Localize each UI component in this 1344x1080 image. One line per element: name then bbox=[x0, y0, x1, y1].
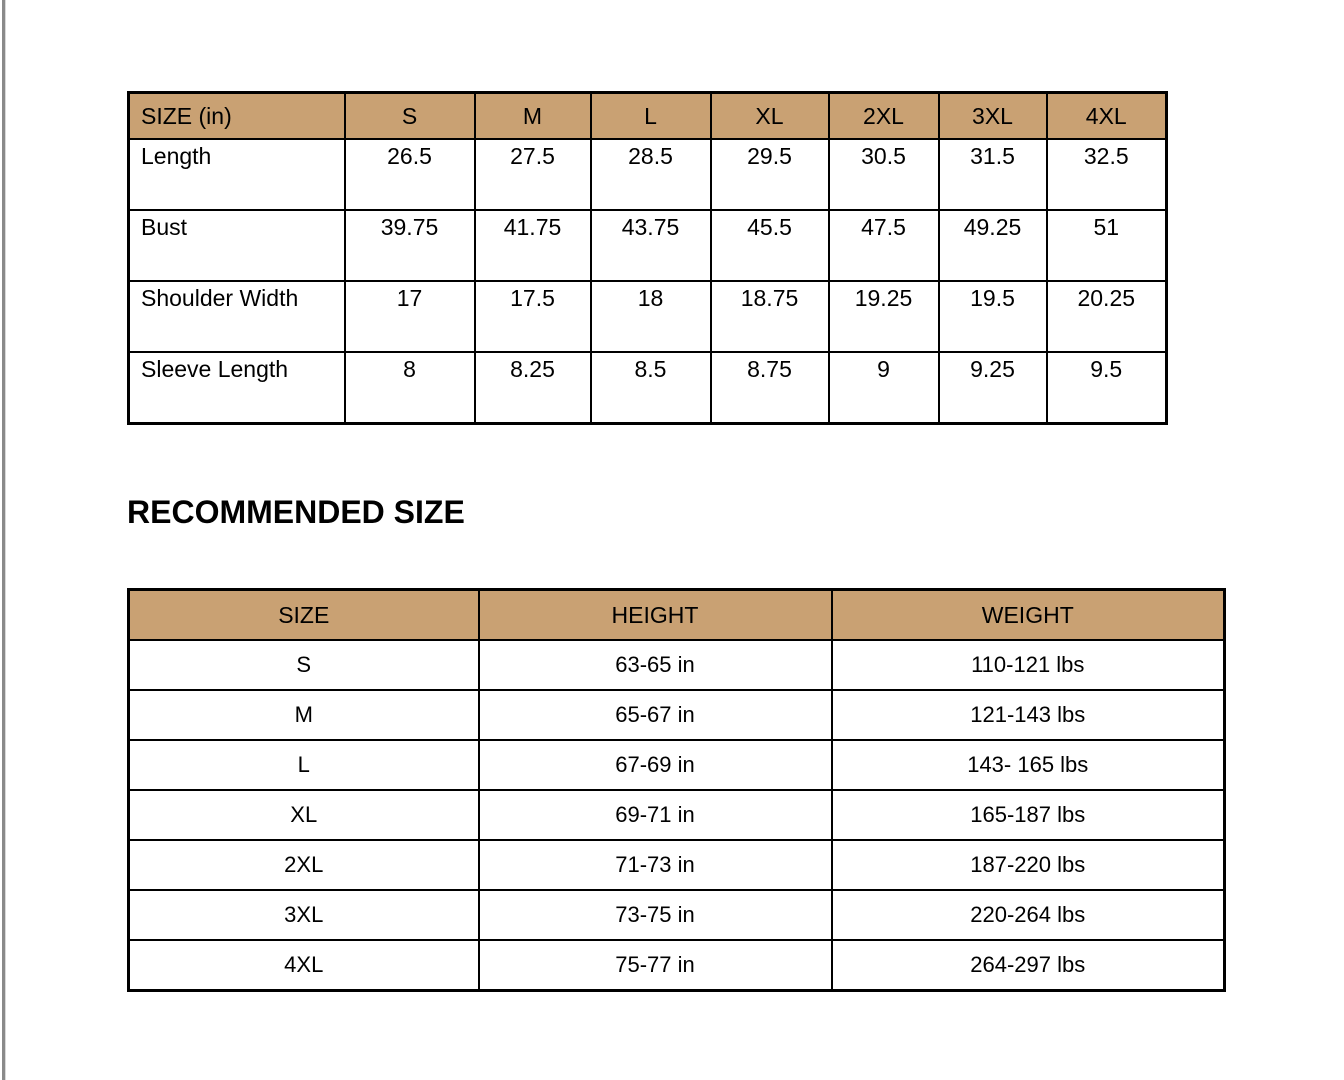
recommended-header-weight: WEIGHT bbox=[832, 590, 1225, 641]
cell-weight: 220-264 lbs bbox=[832, 890, 1225, 940]
cell-value: 20.25 bbox=[1047, 281, 1167, 352]
size-chart-row-shoulder-width bbox=[129, 281, 1167, 352]
recommended-row-4xl bbox=[129, 940, 1225, 991]
cell-size: L bbox=[129, 740, 479, 790]
cell-weight: 110-121 lbs bbox=[832, 640, 1225, 690]
size-chart-header-size-in: SIZE (in) bbox=[129, 93, 345, 140]
cell-value: 19.5 bbox=[939, 281, 1047, 352]
cell-size: 3XL bbox=[129, 890, 479, 940]
cell-weight: 187-220 lbs bbox=[832, 840, 1225, 890]
cell-weight: 165-187 lbs bbox=[832, 790, 1225, 840]
page-edge-line bbox=[2, 0, 6, 1080]
cell-value: 45.5 bbox=[711, 210, 829, 281]
cell-value: 8.25 bbox=[475, 352, 591, 424]
row-label: Sleeve Length bbox=[129, 352, 345, 424]
row-label: Shoulder Width bbox=[129, 281, 345, 352]
recommended-header-height: HEIGHT bbox=[479, 590, 832, 641]
size-chart-row-length bbox=[129, 139, 1167, 210]
size-chart-header-xl: XL bbox=[711, 93, 829, 140]
cell-value: 26.5 bbox=[345, 139, 475, 210]
cell-value: 8.75 bbox=[711, 352, 829, 424]
row-label: Bust bbox=[129, 210, 345, 281]
cell-value: 27.5 bbox=[475, 139, 591, 210]
cell-value: 9.5 bbox=[1047, 352, 1167, 424]
size-chart-header-row bbox=[129, 93, 1167, 140]
recommended-row-s bbox=[129, 640, 1225, 690]
recommended-row-xl bbox=[129, 790, 1225, 840]
cell-weight: 121-143 lbs bbox=[832, 690, 1225, 740]
cell-weight: 143- 165 lbs bbox=[832, 740, 1225, 790]
cell-value: 29.5 bbox=[711, 139, 829, 210]
cell-value: 31.5 bbox=[939, 139, 1047, 210]
recommended-header-size: SIZE bbox=[129, 590, 479, 641]
cell-value: 8.5 bbox=[591, 352, 711, 424]
size-chart-header bbox=[129, 93, 1167, 140]
cell-value: 47.5 bbox=[829, 210, 939, 281]
size-chart-row-sleeve-length bbox=[129, 352, 1167, 424]
size-chart-header-m: M bbox=[475, 93, 591, 140]
cell-value: 17 bbox=[345, 281, 475, 352]
cell-value: 43.75 bbox=[591, 210, 711, 281]
cell-value: 8 bbox=[345, 352, 475, 424]
cell-value: 17.5 bbox=[475, 281, 591, 352]
row-label: Length bbox=[129, 139, 345, 210]
recommended-header-row bbox=[129, 590, 1225, 641]
cell-height: 75-77 in bbox=[479, 940, 832, 991]
recommended-size-heading: RECOMMENDED SIZE bbox=[127, 494, 465, 530]
cell-height: 65-67 in bbox=[479, 690, 832, 740]
size-chart-header-l: L bbox=[591, 93, 711, 140]
cell-height: 71-73 in bbox=[479, 840, 832, 890]
cell-value: 18.75 bbox=[711, 281, 829, 352]
cell-value: 32.5 bbox=[1047, 139, 1167, 210]
recommended-row-m bbox=[129, 690, 1225, 740]
cell-value: 18 bbox=[591, 281, 711, 352]
cell-value: 39.75 bbox=[345, 210, 475, 281]
cell-height: 67-69 in bbox=[479, 740, 832, 790]
cell-size: M bbox=[129, 690, 479, 740]
size-chart-row-bust bbox=[129, 210, 1167, 281]
size-chart-header-2xl: 2XL bbox=[829, 93, 939, 140]
cell-value: 41.75 bbox=[475, 210, 591, 281]
size-chart-table bbox=[127, 91, 1168, 425]
recommended-row-3xl bbox=[129, 890, 1225, 940]
cell-height: 73-75 in bbox=[479, 890, 832, 940]
cell-weight: 264-297 lbs bbox=[832, 940, 1225, 991]
cell-height: 63-65 in bbox=[479, 640, 832, 690]
recommended-row-2xl bbox=[129, 840, 1225, 890]
cell-size: 4XL bbox=[129, 940, 479, 991]
cell-size: XL bbox=[129, 790, 479, 840]
size-chart-header-s: S bbox=[345, 93, 475, 140]
cell-value: 51 bbox=[1047, 210, 1167, 281]
cell-value: 30.5 bbox=[829, 139, 939, 210]
cell-size: S bbox=[129, 640, 479, 690]
cell-value: 28.5 bbox=[591, 139, 711, 210]
cell-size: 2XL bbox=[129, 840, 479, 890]
size-chart-header-3xl: 3XL bbox=[939, 93, 1047, 140]
recommended-table-header bbox=[129, 590, 1225, 641]
size-chart-header-4xl: 4XL bbox=[1047, 93, 1167, 140]
cell-value: 49.25 bbox=[939, 210, 1047, 281]
cell-value: 9.25 bbox=[939, 352, 1047, 424]
cell-height: 69-71 in bbox=[479, 790, 832, 840]
recommended-row-l bbox=[129, 740, 1225, 790]
cell-value: 9 bbox=[829, 352, 939, 424]
recommended-size-table bbox=[127, 588, 1226, 992]
cell-value: 19.25 bbox=[829, 281, 939, 352]
